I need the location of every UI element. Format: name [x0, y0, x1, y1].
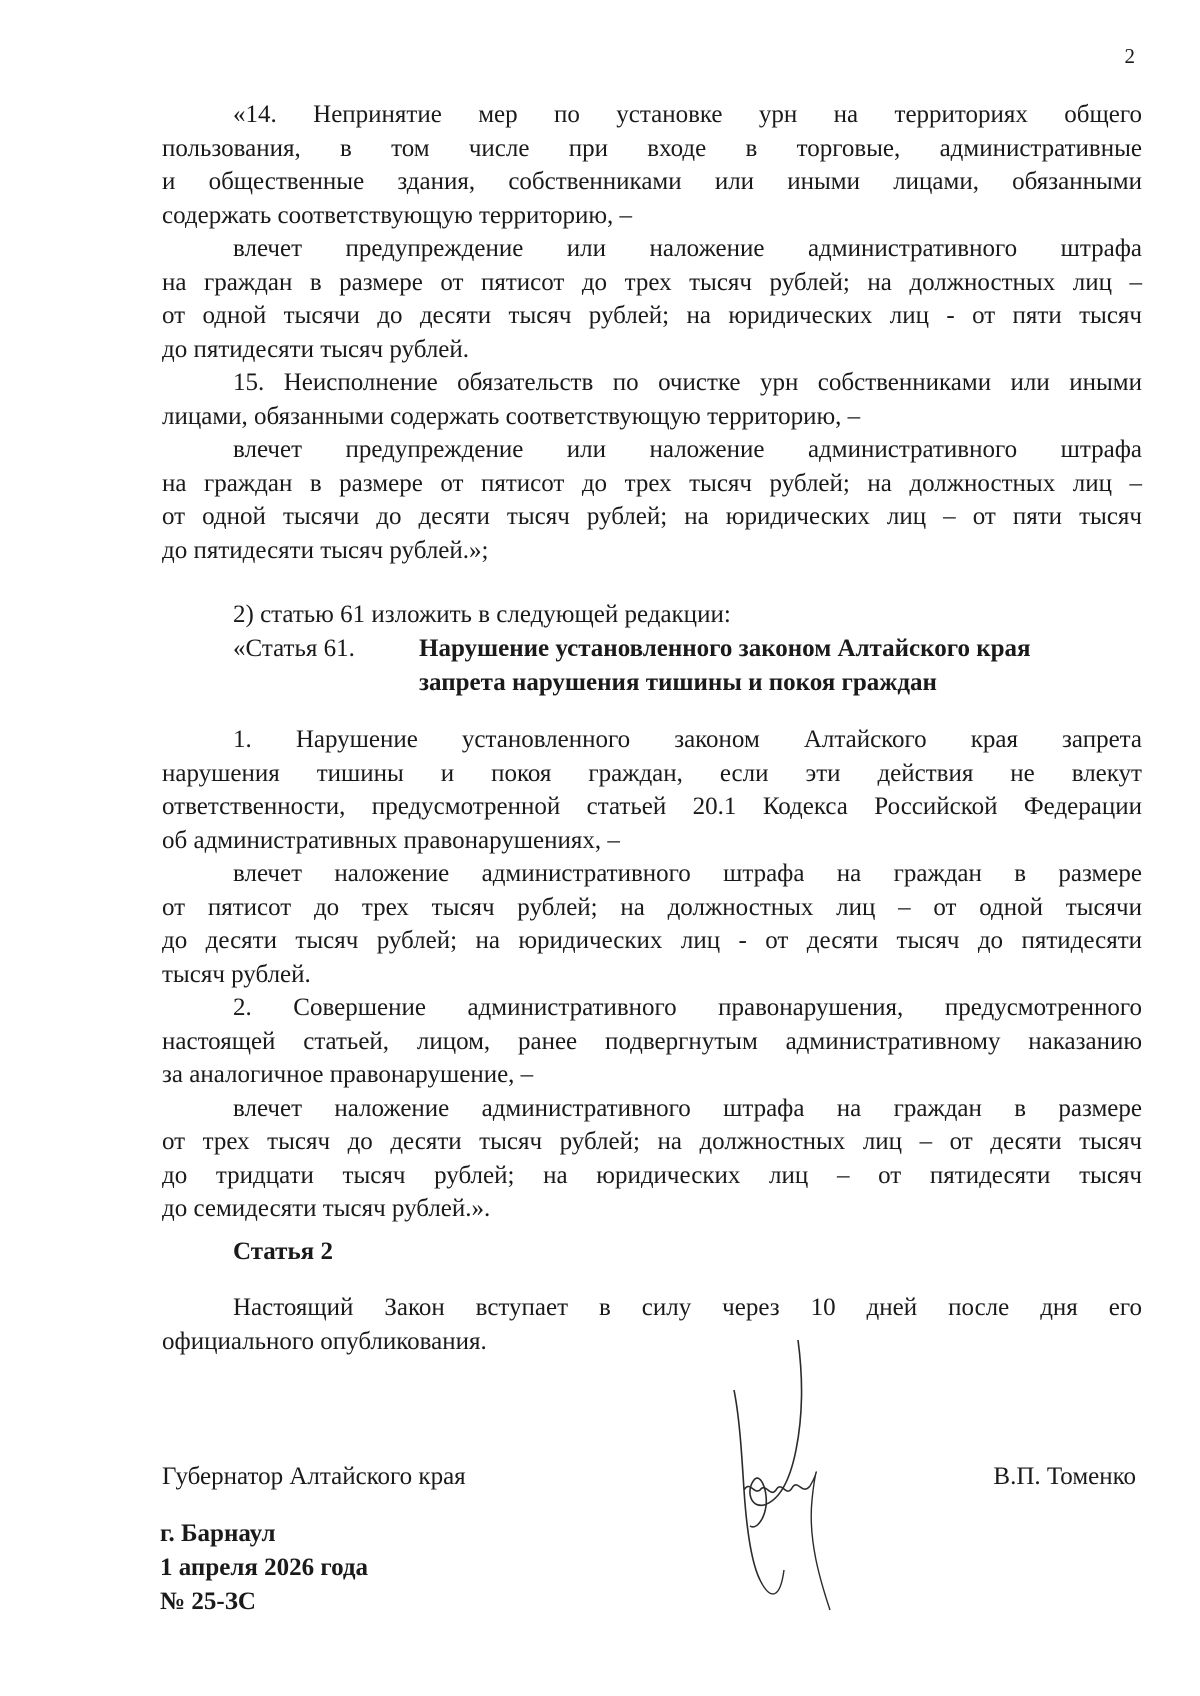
item-14-penalty [162, 232, 1142, 366]
title-line: Нарушение установленного законом Алтайского края [419, 635, 1031, 662]
part-2-paragraph [162, 991, 1142, 1092]
item-15-penalty [162, 433, 1142, 567]
text-line: 2. Совершение административного правонарушения, предусмотренного [233, 994, 1142, 1021]
handwritten-signature [720, 1330, 880, 1630]
text-line: ответственности, предусмотренной статьей 20.1 Кодекса Российской Федерации [162, 793, 1142, 820]
text-line: об административных правонарушениях, – [162, 826, 620, 854]
text-line: до десяти тысяч рублей; на юридических лиц - от десяти тысяч до пятидесяти [162, 927, 1142, 954]
text-line: официального опубликования. [162, 1327, 487, 1355]
item-14-15-section [162, 98, 1142, 567]
law-number: № 25-ЗС [160, 1588, 256, 1615]
text-line: Настоящий Закон вступает в силу через 10 дней после дня его [233, 1294, 1142, 1321]
text-line: до пятидесяти тысяч рублей.»; [162, 536, 489, 564]
article-61-body [162, 723, 1142, 1226]
part-1-paragraph [162, 723, 1142, 857]
text-line: на граждан в размере от пятисот до трех тысяч рублей; на должностных лиц – [162, 268, 1142, 296]
text-line: до тридцати тысяч рублей; на юридических лиц – от пятидесяти тысяч [162, 1161, 1142, 1189]
text-line: до семидесяти тысяч рублей.». [162, 1195, 491, 1222]
article-61-label: «Статья 61. [233, 635, 355, 662]
title-line: запрета нарушения тишины и покоя граждан [419, 668, 937, 696]
text-line: и общественные здания, собственниками или иными лицами, обязанными [162, 168, 1142, 195]
text-line: тысяч рублей. [162, 960, 311, 988]
text-line: 2) статью 61 изложить в следующей редакции: [233, 601, 731, 628]
text-line: до пятидесяти тысяч рублей. [162, 335, 470, 363]
article-2-heading: Статья 2 [233, 1238, 333, 1265]
text-line: 15. Неисполнение обязательств по очистке урн собственниками или иными [233, 369, 1142, 396]
date: 1 апреля 2026 года [160, 1554, 369, 1581]
text-line: «14. Непринятие мер по установке урн на территориях общего [233, 101, 1142, 128]
item-14-paragraph [162, 98, 1142, 232]
article-61-title [419, 632, 1139, 699]
text-line: влечет наложение административного штрафа на граждан в размере [233, 1094, 1142, 1122]
text-line: от трех тысяч до десяти тысяч рублей; на должностных лиц – от десяти тысяч [162, 1128, 1142, 1155]
text-line: содержать соответствующую территорию, – [162, 201, 633, 229]
governor-position: Губернатор Алтайского края [162, 1463, 466, 1490]
city: г. Барнаул [160, 1520, 276, 1547]
text-line: от одной тысячи до десяти тысяч рублей; на юридических лиц – от пяти тысяч [162, 503, 1142, 530]
text-line: влечет предупреждение или наложение административного штрафа [233, 235, 1142, 262]
text-line: от пятисот до трех тысяч рублей; на должностных лиц – от одной тысячи [162, 893, 1142, 921]
text-line: нарушения тишины и покоя граждан, если эти действия не влекут [162, 759, 1142, 787]
part-2-penalty [162, 1092, 1142, 1226]
page-number: 2 [1124, 44, 1135, 68]
amendment-intro [162, 598, 1142, 632]
text-line: лицами, обязанными содержать соответствующую территорию, – [162, 402, 861, 430]
text-line: на граждан в размере от пятисот до трех тысяч рублей; на должностных лиц – [162, 469, 1142, 497]
item-15-paragraph [162, 366, 1142, 433]
text-line: настоящей статьей, лицом, ранее подвергнутым административному наказанию [162, 1027, 1142, 1055]
article-2-text [162, 1291, 1142, 1358]
part-1-penalty [162, 857, 1142, 991]
text-line: от одной тысячи до десяти тысяч рублей; на юридических лиц - от пяти тысяч [162, 302, 1142, 329]
text-line: влечет предупреждение или наложение административного штрафа [233, 436, 1142, 463]
text-line: влечет наложение административного штрафа на граждан в размере [233, 860, 1142, 887]
text-line: пользования, в том числе при входе в торговые, административные [162, 134, 1142, 162]
place-date-number [160, 1517, 368, 1619]
governor-name: В.П. Томенко [993, 1463, 1136, 1490]
text-line: за аналогичное правонарушение, – [162, 1061, 534, 1088]
text-line: 1. Нарушение установленного законом Алтайского края запрета [233, 726, 1142, 753]
